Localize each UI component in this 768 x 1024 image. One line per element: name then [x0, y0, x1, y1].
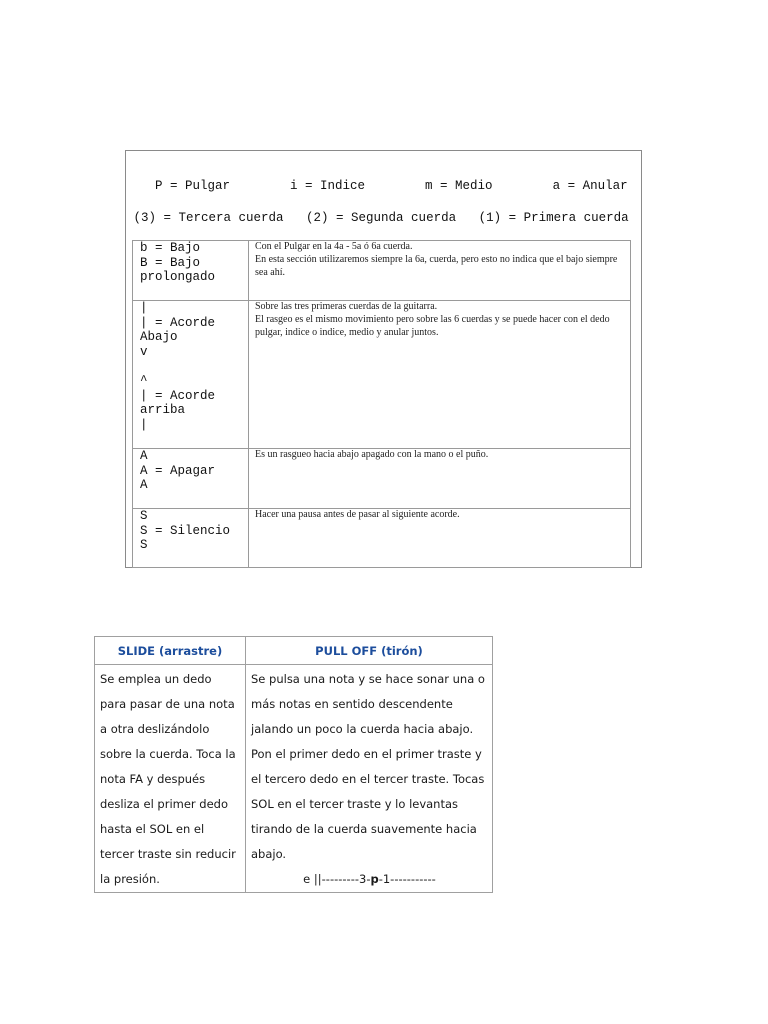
table-row — [133, 301, 631, 449]
symbol-cell: | | = Acorde Abajo v ^ | = Acorde arriba | — [133, 301, 249, 449]
legend-box — [125, 150, 642, 568]
table-row — [133, 449, 631, 509]
description-cell: Con el Pulgar en la 4a - 5a ó 6a cuerda. En esta sección utilizaremos siempre la 6a, cuerda, pero esto no indica que el bajo siempre sea ahí. — [249, 241, 631, 301]
technique-table — [94, 636, 493, 893]
slide-header: SLIDE (arrastre) — [95, 637, 246, 665]
description-cell: Es un rasgueo hacia abajo apagado con la mano o el puño. — [249, 449, 631, 509]
table-row — [133, 241, 631, 301]
tab-notation: e ||---------3-p-1----------- — [303, 872, 436, 886]
pull-off-text: Se pulsa una nota y se hace sonar una o más notas en sentido descendente jalando un poco la cuerda hacia abajo. Pon el primer dedo en el primer traste y el tercero dedo en el tercer traste. Tocas SOL en el tercer traste y lo levantas tirando de la cuerda suavemente hacia abajo. — [251, 672, 485, 861]
pull-off-header: PULL OFF (tirón) — [246, 637, 493, 665]
description-cell: Hacer una pausa antes de pasar al siguiente acorde. — [249, 509, 631, 568]
symbol-cell: A A = Apagar A — [133, 449, 249, 509]
slide-description: Se emplea un dedo para pasar de una nota a otra deslizándolo sobre la cuerda. Toca la nota FA y después desliza el primer dedo hasta el SOL en el tercer traste sin reducir la presión. — [95, 665, 246, 893]
table-row — [95, 665, 493, 893]
string-legend: (3) = Tercera cuerda (2) = Segunda cuerda (1) = Primera cuerda — [126, 211, 629, 225]
table-header-row — [95, 637, 493, 665]
legend-table — [132, 240, 631, 568]
symbol-cell: S S = Silencio S — [133, 509, 249, 568]
finger-legend: P = Pulgar i = Indice m = Medio a = Anular — [155, 179, 628, 193]
table-row — [133, 509, 631, 568]
description-cell: Sobre las tres primeras cuerdas de la guitarra. El rasgeo es el mismo movimiento pero sobre las 6 cuerdas y se puede hacer con el dedo pulgar, indice o indice, medio y anular juntos. — [249, 301, 631, 449]
symbol-cell: b = Bajo B = Bajo prolongado — [133, 241, 249, 301]
pull-off-description — [246, 665, 493, 893]
